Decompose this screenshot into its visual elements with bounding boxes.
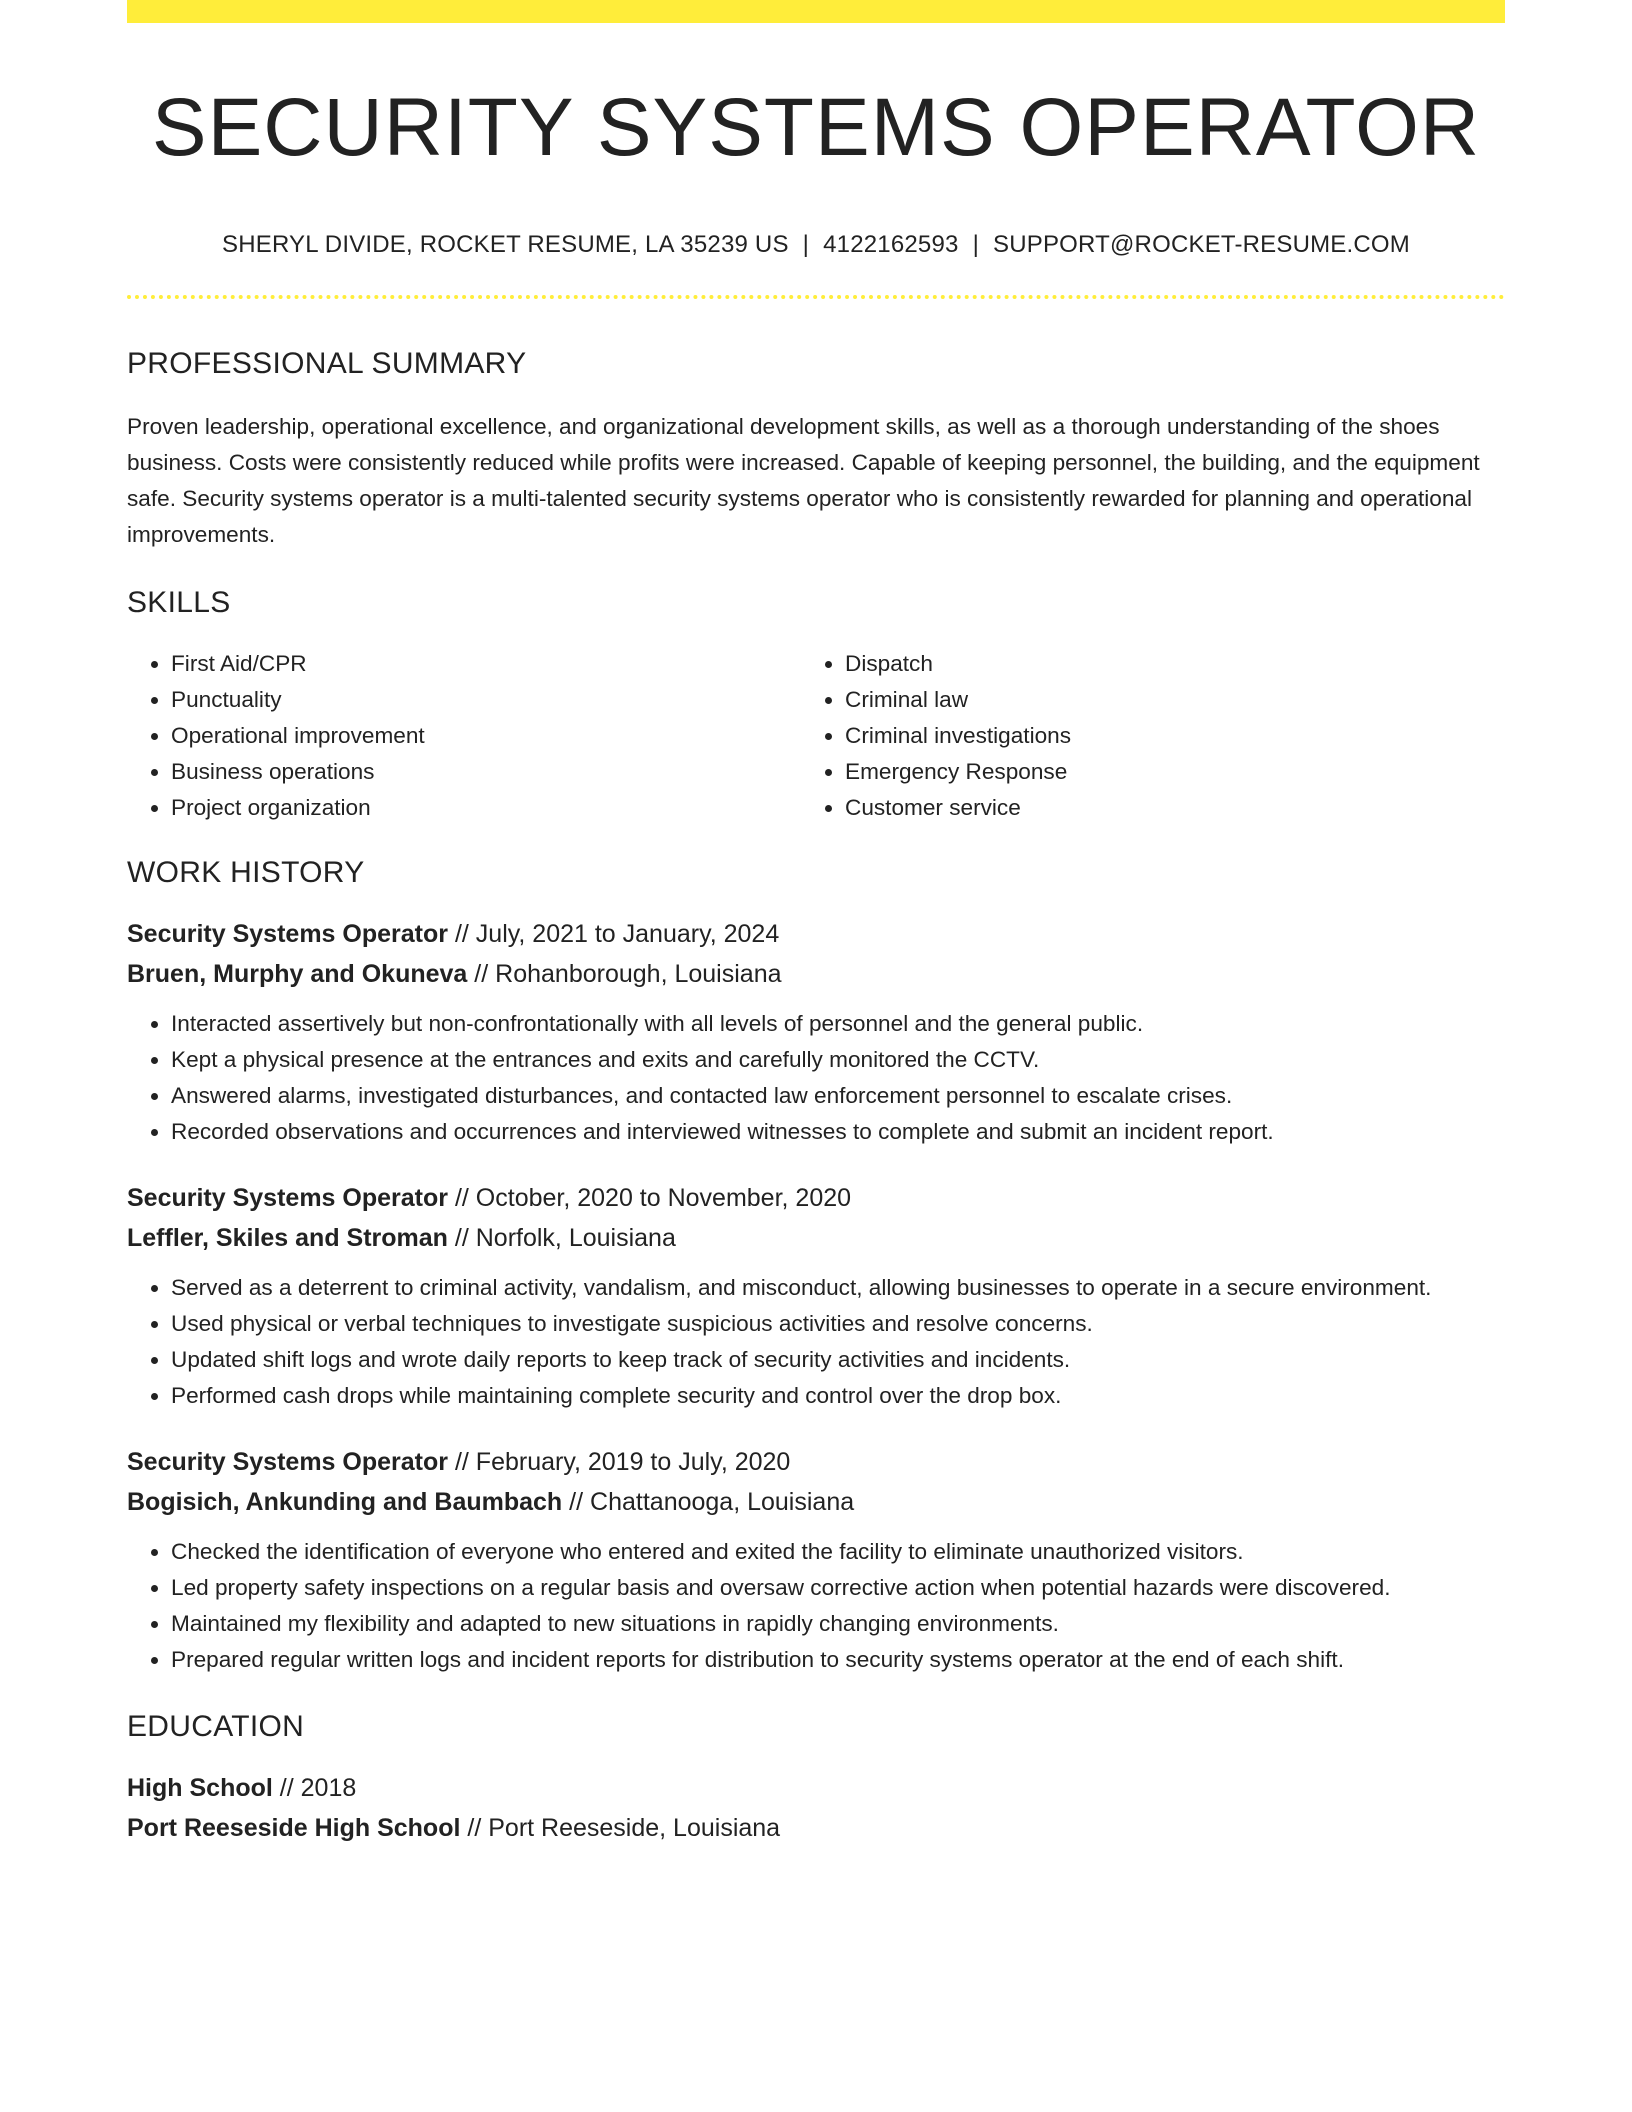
job-dates: February, 2019 to July, 2020 bbox=[475, 1448, 791, 1477]
job-company: Bogisich, Ankunding and Baumbach bbox=[127, 1488, 563, 1517]
skill-item: • First Aid/CPR bbox=[171, 646, 801, 682]
skill-item: • Project organization bbox=[171, 790, 801, 826]
job-duty: • Updated shift logs and wrote daily reports to keep track of security activities and incidents. bbox=[171, 1342, 1505, 1378]
education-location: Port Reeseside, Louisiana bbox=[488, 1814, 781, 1843]
job-company-line bbox=[127, 1218, 1505, 1258]
job-company-line bbox=[127, 1482, 1505, 1522]
skill-item: • Emergency Response bbox=[845, 754, 1505, 790]
contact-separator: | bbox=[802, 231, 810, 259]
work-history-heading: WORK HISTORY bbox=[127, 856, 365, 890]
job-entry bbox=[127, 1178, 1505, 1414]
contact-email: SUPPORT@ROCKET-RESUME.COM bbox=[993, 231, 1410, 259]
job-separator: // bbox=[454, 1224, 469, 1253]
skills-grid bbox=[127, 646, 1505, 826]
education-degree: High School bbox=[127, 1774, 273, 1803]
skill-item: • Dispatch bbox=[845, 646, 1505, 682]
job-duties-list bbox=[127, 1270, 1505, 1414]
job-duty: • Kept a physical presence at the entrances and exits and carefully monitored the CCTV. bbox=[171, 1042, 1505, 1078]
job-location: Rohanborough, Louisiana bbox=[495, 960, 782, 989]
skills-heading: SKILLS bbox=[127, 586, 231, 620]
job-entry bbox=[127, 914, 1505, 1150]
summary-heading: PROFESSIONAL SUMMARY bbox=[127, 347, 527, 381]
job-separator: // bbox=[454, 1448, 469, 1477]
skill-item: • Business operations bbox=[171, 754, 801, 790]
header-divider bbox=[127, 295, 1505, 299]
skills-list-left bbox=[127, 646, 801, 826]
education-school-line bbox=[127, 1808, 1505, 1848]
contact-address: SHERYL DIVIDE, ROCKET RESUME, LA 35239 US bbox=[222, 231, 789, 259]
education-entry bbox=[127, 1768, 1505, 1848]
job-entry bbox=[127, 1442, 1505, 1678]
job-company: Leffler, Skiles and Stroman bbox=[127, 1224, 448, 1253]
job-duty: • Recorded observations and occurrences and interviewed witnesses to complete and submit an incident report. bbox=[171, 1114, 1505, 1150]
job-role: Security Systems Operator bbox=[127, 920, 448, 949]
job-duty: • Performed cash drops while maintaining complete security and control over the drop box. bbox=[171, 1378, 1505, 1414]
resume-title: SECURITY SYSTEMS OPERATOR bbox=[151, 82, 1481, 173]
job-role-line bbox=[127, 1178, 1505, 1218]
skill-item: • Criminal law bbox=[845, 682, 1505, 718]
job-dates: July, 2021 to January, 2024 bbox=[475, 920, 780, 949]
job-duties-list bbox=[127, 1534, 1505, 1678]
job-dates: October, 2020 to November, 2020 bbox=[475, 1184, 852, 1213]
education-year: 2018 bbox=[300, 1774, 357, 1803]
job-duty: • Led property safety inspections on a regular basis and oversaw corrective action when potential hazards were discovered. bbox=[171, 1570, 1505, 1606]
job-role: Security Systems Operator bbox=[127, 1448, 448, 1477]
contact-line bbox=[127, 231, 1505, 259]
job-duty: • Prepared regular written logs and incident reports for distribution to security systems operator at the end of each shift. bbox=[171, 1642, 1505, 1678]
job-location: Chattanooga, Louisiana bbox=[590, 1488, 855, 1517]
job-duty: • Answered alarms, investigated disturbances, and contacted law enforcement personnel to escalate crises. bbox=[171, 1078, 1505, 1114]
contact-separator: | bbox=[972, 231, 980, 259]
education-degree-line bbox=[127, 1768, 1505, 1808]
job-role-line bbox=[127, 1442, 1505, 1482]
education-heading: EDUCATION bbox=[127, 1710, 305, 1744]
job-company-line bbox=[127, 954, 1505, 994]
job-company: Bruen, Murphy and Okuneva bbox=[127, 960, 468, 989]
skill-item: • Operational improvement bbox=[171, 718, 801, 754]
job-location: Norfolk, Louisiana bbox=[475, 1224, 676, 1253]
education-school: Port Reeseside High School bbox=[127, 1814, 461, 1843]
contact-phone: 4122162593 bbox=[823, 231, 959, 259]
job-separator: // bbox=[454, 920, 469, 949]
job-duty: • Used physical or verbal techniques to investigate suspicious activities and resolve concerns. bbox=[171, 1306, 1505, 1342]
job-duty: • Served as a deterrent to criminal activity, vandalism, and misconduct, allowing businesses to operate in a secure environment. bbox=[171, 1270, 1505, 1306]
job-role-line bbox=[127, 914, 1505, 954]
education-separator: // bbox=[467, 1814, 482, 1843]
top-accent-bar bbox=[127, 0, 1505, 23]
skills-list-right bbox=[801, 646, 1505, 826]
job-separator: // bbox=[454, 1184, 469, 1213]
summary-text: Proven leadership, operational excellence, and organizational development skills, as well as a thorough understanding of the shoes business. Costs were consistently reduced while profits were increased. Capable of keeping personnel, the building, and the equipment safe. Security systems operator is a multi-talented security systems operator who is consistently rewarded for planning and operational improvements. bbox=[127, 414, 1480, 548]
job-duty: • Interacted assertively but non-confrontationally with all levels of personnel and the general public. bbox=[171, 1006, 1505, 1042]
job-duty: • Maintained my flexibility and adapted to new situations in rapidly changing environments. bbox=[171, 1606, 1505, 1642]
skill-item: • Criminal investigations bbox=[845, 718, 1505, 754]
job-separator: // bbox=[569, 1488, 584, 1517]
skill-item: • Customer service bbox=[845, 790, 1505, 826]
job-duty: • Checked the identification of everyone who entered and exited the facility to eliminate unauthorized visitors. bbox=[171, 1534, 1505, 1570]
job-role: Security Systems Operator bbox=[127, 1184, 448, 1213]
skill-item: • Punctuality bbox=[171, 682, 801, 718]
job-separator: // bbox=[474, 960, 489, 989]
job-duties-list bbox=[127, 1006, 1505, 1150]
education-separator: // bbox=[279, 1774, 294, 1803]
